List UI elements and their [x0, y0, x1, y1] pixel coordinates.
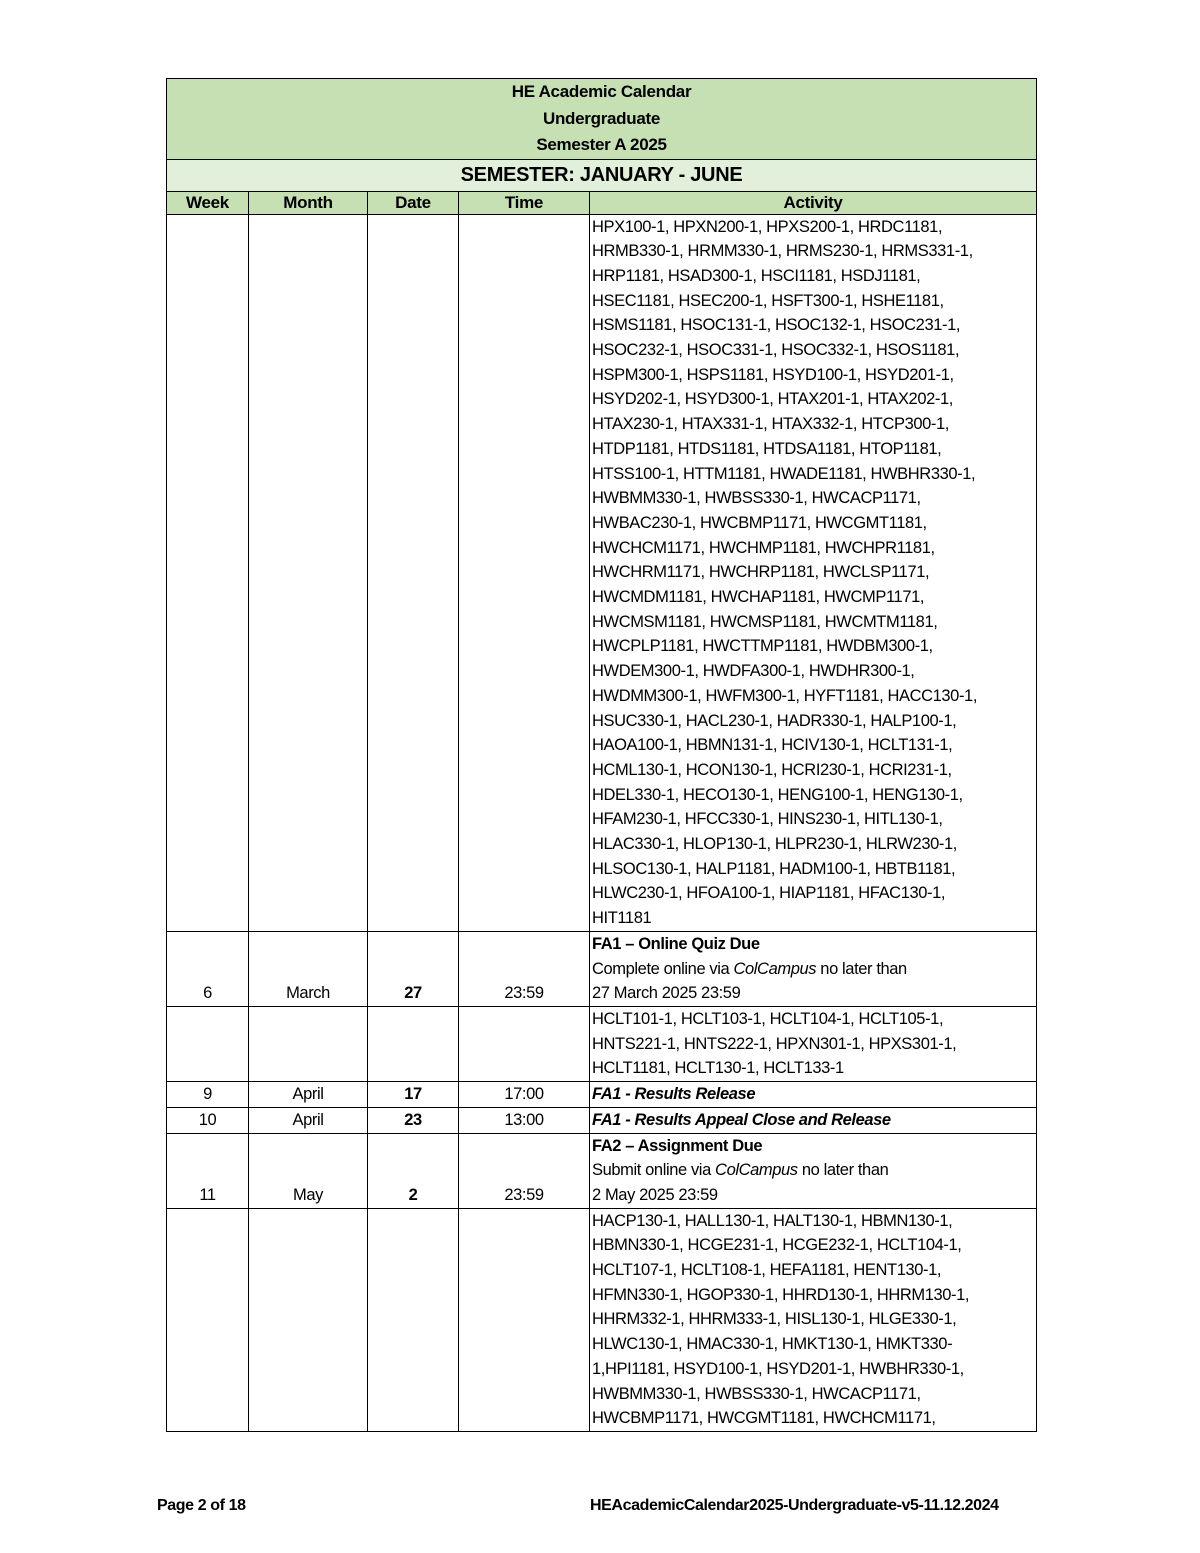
module-list-line: HSPM300-1, HSPS1181, HSYD100-1, HSYD201-1, [592, 365, 954, 384]
module-list-line: HWCPLP1181, HWCTTMP1181, HWDBM300-1, [592, 637, 933, 656]
week-cell [167, 1208, 249, 1431]
table-row [167, 1133, 1037, 1208]
module-list-line: 1,HPI1181, HSYD100-1, HSYD201-1, HWBHR330-1, [592, 1359, 964, 1378]
table-row [167, 1007, 1037, 1082]
date-cell: 17 [368, 1082, 459, 1108]
module-list-line: HWCHRM1171, HWCHRP1181, HWCLSP1171, [592, 563, 930, 582]
module-list-line: HLAC330-1, HLOP130-1, HLPR230-1, HLRW230-1, [592, 835, 957, 854]
date-cell: 2 [368, 1133, 459, 1208]
week-cell: 10 [167, 1107, 249, 1133]
academic-calendar-table [166, 78, 1037, 1432]
date-cell [368, 1007, 459, 1082]
table-row [167, 1208, 1037, 1431]
week-cell: 9 [167, 1082, 249, 1108]
table-row [167, 931, 1037, 1006]
activity-title: FA1 – Online Quiz Due [592, 934, 760, 953]
module-list-line: HTSS100-1, HTTM1181, HWADE1181, HWBHR330-1, [592, 464, 976, 483]
time-cell [459, 214, 590, 931]
date-cell: 23 [368, 1107, 459, 1133]
week-cell [167, 1007, 249, 1082]
col-header-date: Date [368, 191, 459, 214]
module-list-line: HSMS1181, HSOC131-1, HSOC132-1, HSOC231-1, [592, 316, 961, 335]
date-cell: 27 [368, 931, 459, 1006]
module-list [590, 1208, 1037, 1431]
module-list-line: HDEL330-1, HECO130-1, HENG100-1, HENG130-1, [592, 785, 963, 804]
title-line-2: Undergraduate [543, 108, 661, 128]
time-cell [459, 1208, 590, 1431]
col-header-time: Time [459, 191, 590, 214]
table-row [167, 1082, 1037, 1108]
module-list-line: HTAX230-1, HTAX331-1, HTAX332-1, HTCP300-1, [592, 415, 949, 434]
module-list-line: HBMN330-1, HCGE231-1, HCGE232-1, HCLT104-1, [592, 1236, 962, 1255]
date-cell [368, 214, 459, 931]
module-list-line: HRP1181, HSAD300-1, HSCI1181, HSDJ1181, [592, 266, 921, 285]
activity-deadline: 2 May 2025 23:59 [592, 1185, 718, 1204]
document-filename: HEAcademicCalendar2025-Undergraduate-v5-11.12.2024 [590, 1497, 999, 1514]
module-list-line: HWDEM300-1, HWDFA300-1, HWDHR300-1, [592, 662, 915, 681]
module-list-line: HRMB330-1, HRMM330-1, HRMS230-1, HRMS331-1, [592, 242, 973, 261]
instruction-text: Complete online via [592, 959, 734, 978]
module-list-line: HLSOC130-1, HALP1181, HADM100-1, HBTB1181, [592, 859, 956, 878]
platform-name: ColCampus [715, 1161, 798, 1180]
month-cell [249, 1208, 368, 1431]
col-header-week: Week [167, 191, 249, 214]
module-list-line: HFAM230-1, HFCC330-1, HINS230-1, HITL130-1, [592, 810, 943, 829]
activity-cell: FA1 - Results Appeal Close and Release [590, 1107, 1037, 1133]
activity-title: FA2 – Assignment Due [592, 1136, 763, 1155]
month-cell: May [249, 1133, 368, 1208]
calendar-title [167, 79, 1037, 160]
module-list-line: HHRM332-1, HHRM333-1, HISL130-1, HLGE330-1, [592, 1310, 957, 1329]
module-list-line: HSYD202-1, HSYD300-1, HTAX201-1, HTAX202-1, [592, 390, 953, 409]
activity-cell [590, 1133, 1037, 1208]
module-list-line: HWCMSM1181, HWCMSP1181, HWCMTM1181, [592, 612, 938, 631]
table-row [167, 214, 1037, 931]
column-header-row [167, 191, 1037, 214]
week-cell: 6 [167, 931, 249, 1006]
time-cell: 23:59 [459, 1133, 590, 1208]
table-row [167, 1107, 1037, 1133]
month-cell: April [249, 1082, 368, 1108]
col-header-activity: Activity [590, 191, 1037, 214]
instruction-text: no later than [797, 1161, 889, 1180]
platform-name: ColCampus [733, 959, 817, 978]
module-list-line: HWCMDM1181, HWCHAP1181, HWCMP1171, [592, 588, 925, 607]
module-list-line: HCLT101-1, HCLT103-1, HCLT104-1, HCLT105-1, [592, 1010, 944, 1028]
module-list [590, 214, 1037, 931]
module-list-line: HSUC330-1, HACL230-1, HADR330-1, HALP100-1, [592, 711, 957, 730]
module-list-line: HWCBMP1171, HWCGMT1181, HWCHCM1171, [592, 1409, 936, 1428]
week-cell [167, 214, 249, 931]
col-header-month: Month [249, 191, 368, 214]
module-list-line: HIT1181 [592, 909, 652, 928]
module-list-line: HLWC130-1, HMAC330-1, HMKT130-1, HMKT330- [592, 1335, 953, 1354]
time-cell [459, 1007, 590, 1082]
module-list-line: HWBMM330-1, HWBSS330-1, HWCACP1171, [592, 1384, 921, 1403]
week-cell: 11 [167, 1133, 249, 1208]
month-cell: April [249, 1107, 368, 1133]
title-line-1: HE Academic Calendar [511, 82, 692, 101]
module-list-line: HLWC230-1, HFOA100-1, HIAP1181, HFAC130-1, [592, 884, 946, 903]
activity-instruction [592, 1158, 1036, 1183]
activity-deadline: 27 March 2025 23:59 [592, 984, 741, 1003]
month-cell [249, 1007, 368, 1082]
module-list-line: HSEC1181, HSEC200-1, HSFT300-1, HSHE1181, [592, 291, 944, 310]
module-list-line: HPX100-1, HPXN200-1, HPXS200-1, HRDC1181, [592, 217, 943, 236]
month-cell [249, 214, 368, 931]
date-cell [368, 1208, 459, 1431]
module-list-line: HWBMM330-1, HWBSS330-1, HWCACP1171, [592, 489, 921, 508]
module-list-line: HWCHCM1171, HWCHMP1181, HWCHPR1181, [592, 538, 935, 557]
module-list-line: HCLT107-1, HCLT108-1, HEFA1181, HENT130-1, [592, 1261, 942, 1280]
module-list [590, 1007, 1037, 1082]
time-cell: 17:00 [459, 1082, 590, 1108]
time-cell: 23:59 [459, 931, 590, 1006]
title-line-3: Semester A 2025 [536, 135, 667, 154]
activity-instruction [592, 957, 1036, 982]
time-cell: 13:00 [459, 1107, 590, 1133]
module-list-line: HACP130-1, HALL130-1, HALT130-1, HBMN130-1, [592, 1211, 953, 1230]
module-list-line: HFMN330-1, HGOP330-1, HHRD130-1, HHRM130-1, [592, 1285, 970, 1304]
instruction-text: Submit online via [592, 1161, 716, 1180]
module-list-line: HTDP1181, HTDS1181, HTDSA1181, HTOP1181, [592, 439, 942, 458]
semester-heading: SEMESTER: JANUARY - JUNE [167, 159, 1037, 191]
activity-cell [590, 931, 1037, 1006]
module-list-line: HAOA100-1, HBMN131-1, HCIV130-1, HCLT131-1, [592, 736, 953, 755]
module-list-line: HNTS221-1, HNTS222-1, HPXN301-1, HPXS301-1, [592, 1034, 957, 1053]
page-number: Page 2 of 18 [157, 1497, 246, 1514]
activity-cell: FA1 - Results Release [590, 1082, 1037, 1108]
module-list-line: HCML130-1, HCON130-1, HCRI230-1, HCRI231-1, [592, 760, 952, 779]
module-list-line: HSOC232-1, HSOC331-1, HSOC332-1, HSOS1181, [592, 341, 960, 360]
month-cell: March [249, 931, 368, 1006]
instruction-text: no later than [816, 959, 907, 978]
module-list-line: HCLT1181, HCLT130-1, HCLT133-1 [592, 1059, 844, 1078]
module-list-line: HWBAC230-1, HWCBMP1171, HWCGMT1181, [592, 513, 927, 532]
module-list-line: HWDMM300-1, HWFM300-1, HYFT1181, HACC130-1, [592, 686, 978, 705]
